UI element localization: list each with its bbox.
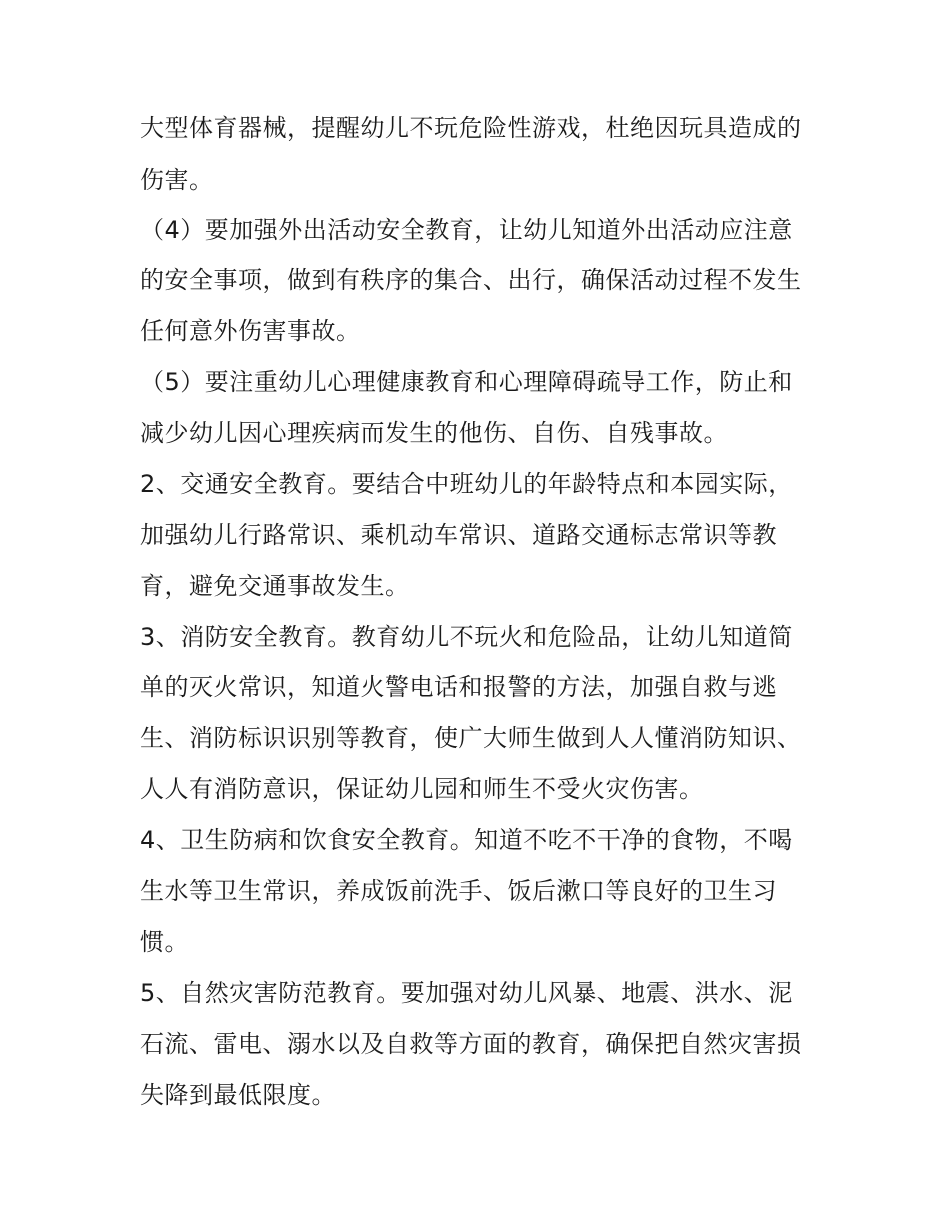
text-line: 惯。 xyxy=(140,928,189,956)
text-line: 减少幼儿因心理疾病而发生的他伤、自伤、自残事故。 xyxy=(140,419,728,447)
text-line: 5、自然灾害防范教育。要加强对幼儿风暴、地震、洪水、泥 xyxy=(140,979,793,1007)
text-line: 的安全事项，做到有秩序的集合、出行，确保活动过程不发生 xyxy=(140,266,802,294)
text-line: 生水等卫生常识，养成饭前洗手、饭后漱口等良好的卫生习 xyxy=(140,877,777,905)
text-line: 石流、雷电、溺水以及自救等方面的教育，确保把自然灾害损 xyxy=(140,1030,802,1058)
text-line: 2、交通安全教育。要结合中班幼儿的年龄特点和本园实际， xyxy=(140,470,793,498)
text-line: 4、卫生防病和饮食安全教育。知道不吃不干净的食物，不喝 xyxy=(140,826,793,854)
text-line: 育，避免交通事故发生。 xyxy=(140,572,410,600)
text-line: 失降到最低限度。 xyxy=(140,1081,336,1109)
text-line: 生、消防标识识别等教育，使广大师生做到人人懂消防知识、 xyxy=(140,724,802,752)
text-line: （4）要加强外出活动安全教育，让幼儿知道外出活动应注意 xyxy=(140,216,793,244)
text-line: 单的灭火常识，知道火警电话和报警的方法，加强自救与逃 xyxy=(140,673,777,701)
text-line: 任何意外伤害事故。 xyxy=(140,317,361,345)
text-line: 伤害。 xyxy=(140,166,214,194)
text-line: （5）要注重幼儿心理健康教育和心理障碍疏导工作，防止和 xyxy=(140,368,793,396)
text-line: 人人有消防意识，保证幼儿园和师生不受火灾伤害。 xyxy=(140,775,704,803)
text-line: 3、消防安全教育。教育幼儿不玩火和危险品，让幼儿知道简 xyxy=(140,623,793,651)
text-line: 加强幼儿行路常识、乘机动车常识、道路交通标志常识等教 xyxy=(140,521,777,549)
text-line: 大型体育器械，提醒幼儿不玩危险性游戏，杜绝因玩具造成的 xyxy=(140,114,802,142)
